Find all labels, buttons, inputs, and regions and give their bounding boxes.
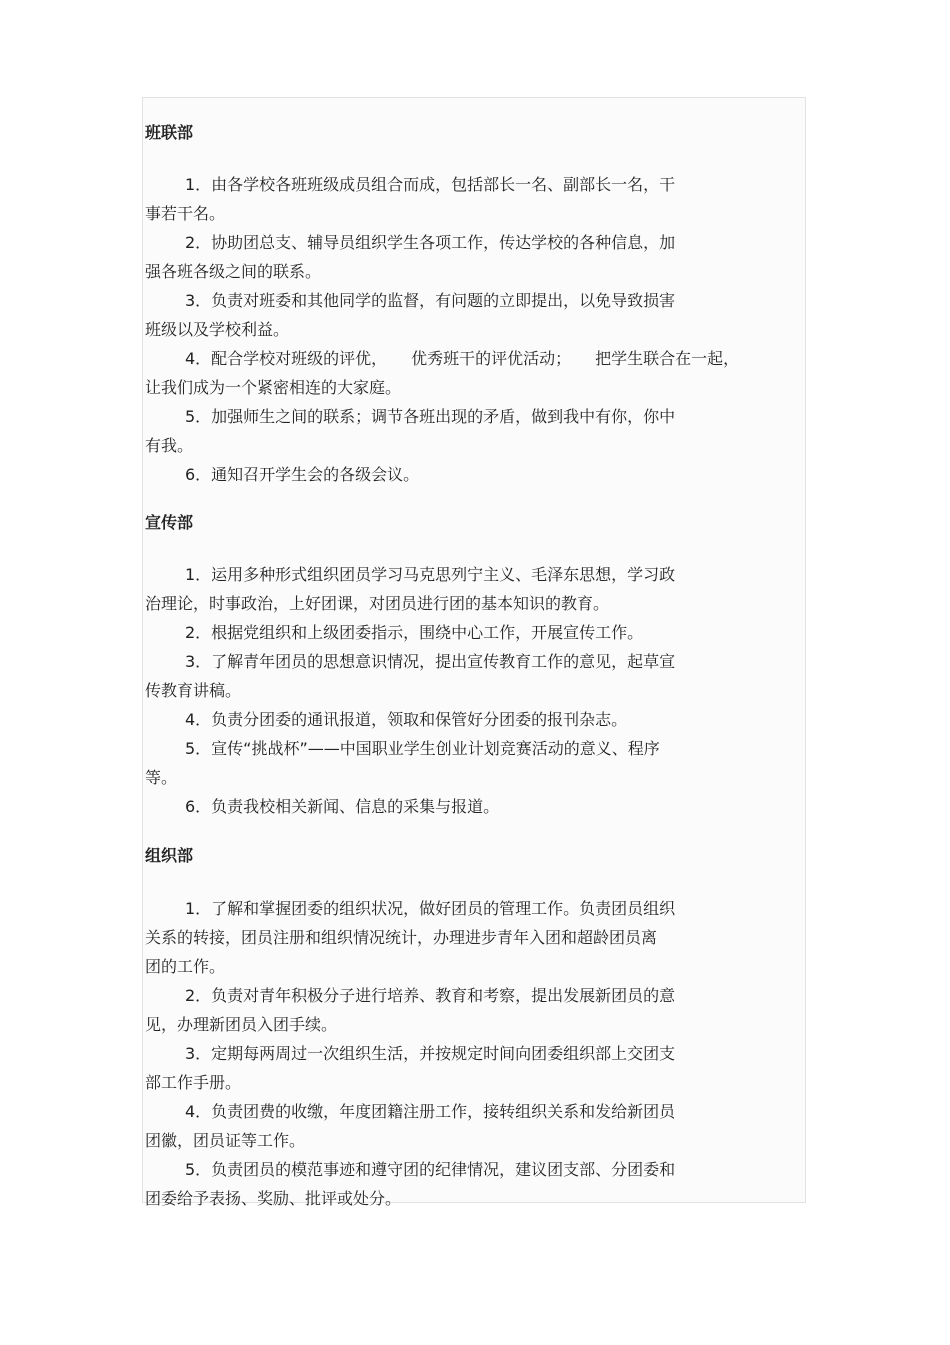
list-item: 1．了解和掌握团委的组织状况，做好团员的管理工作。负责团员组织 关系的转接，团员注册和组织情况统计，办理进步青年入团和超龄团员离 团的工作。 bbox=[145, 899, 676, 976]
list-item: 5．负责团员的模范事迹和遵守团的纪律情况，建议团支部、分团委和 团委给予表扬、奖励、批评或处分。 bbox=[145, 1160, 676, 1208]
section-list-banlian bbox=[145, 170, 795, 489]
section-list-xuanchuan bbox=[145, 560, 745, 821]
list-item: 6．负责我校相关新闻、信息的采集与报道。 bbox=[185, 797, 500, 816]
list-item: 3．负责对班委和其他同学的监督，有问题的立即提出，以免导致损害 班级以及学校利益。 bbox=[145, 291, 676, 339]
list-item: 5．加强师生之间的联系；调节各班出现的矛盾，做到我中有你，你中 有我。 bbox=[145, 407, 676, 455]
list-item: 5．宣传“挑战杯”——中国职业学生创业计划竞赛活动的意义、程序 等。 bbox=[145, 739, 660, 787]
section-title-zuzhi: 组织部 bbox=[145, 846, 194, 865]
section-title-xuanchuan: 宣传部 bbox=[145, 513, 194, 532]
list-item: 6．通知召开学生会的各级会议。 bbox=[185, 465, 420, 484]
list-item: 1．由各学校各班班级成员组合而成，包括部长一名、副部长一名，干 事若干名。 bbox=[145, 175, 676, 223]
list-item: 4．负责分团委的通讯报道，领取和保管好分团委的报刊杂志。 bbox=[185, 710, 628, 729]
section-list-zuzhi bbox=[145, 894, 745, 1213]
list-item: 2．负责对青年积极分子进行培养、教育和考察，提出发展新团员的意 见，办理新团员入团手续。 bbox=[145, 986, 676, 1034]
list-item: 3．定期每两周过一次组织生活，并按规定时间向团委组织部上交团支 部工作手册。 bbox=[145, 1044, 676, 1092]
document-page bbox=[142, 97, 806, 1208]
list-item: 2．根据党组织和上级团委指示，围绕中心工作，开展宣传工作。 bbox=[185, 623, 644, 642]
section-title-banlian: 班联部 bbox=[145, 123, 194, 142]
list-item: 4．配合学校对班级的评优， 优秀班干的评优活动； 把学生联合在一起， 让我们成为一个紧密相连的大家庭。 bbox=[145, 349, 740, 397]
list-item: 2．协助团总支、辅导员组织学生各项工作，传达学校的各种信息，加 强各班各级之间的联系。 bbox=[145, 233, 676, 281]
list-item: 4．负责团费的收缴，年度团籍注册工作，接转组织关系和发给新团员 团徽，团员证等工作。 bbox=[145, 1102, 676, 1150]
list-item: 3．了解青年团员的思想意识情况，提出宣传教育工作的意见，起草宣 传教育讲稿。 bbox=[145, 652, 676, 700]
list-item: 1．运用多种形式组织团员学习马克思列宁主义、毛泽东思想，学习政 治理论，时事政治，上好团课，对团员进行团的基本知识的教育。 bbox=[145, 565, 676, 613]
